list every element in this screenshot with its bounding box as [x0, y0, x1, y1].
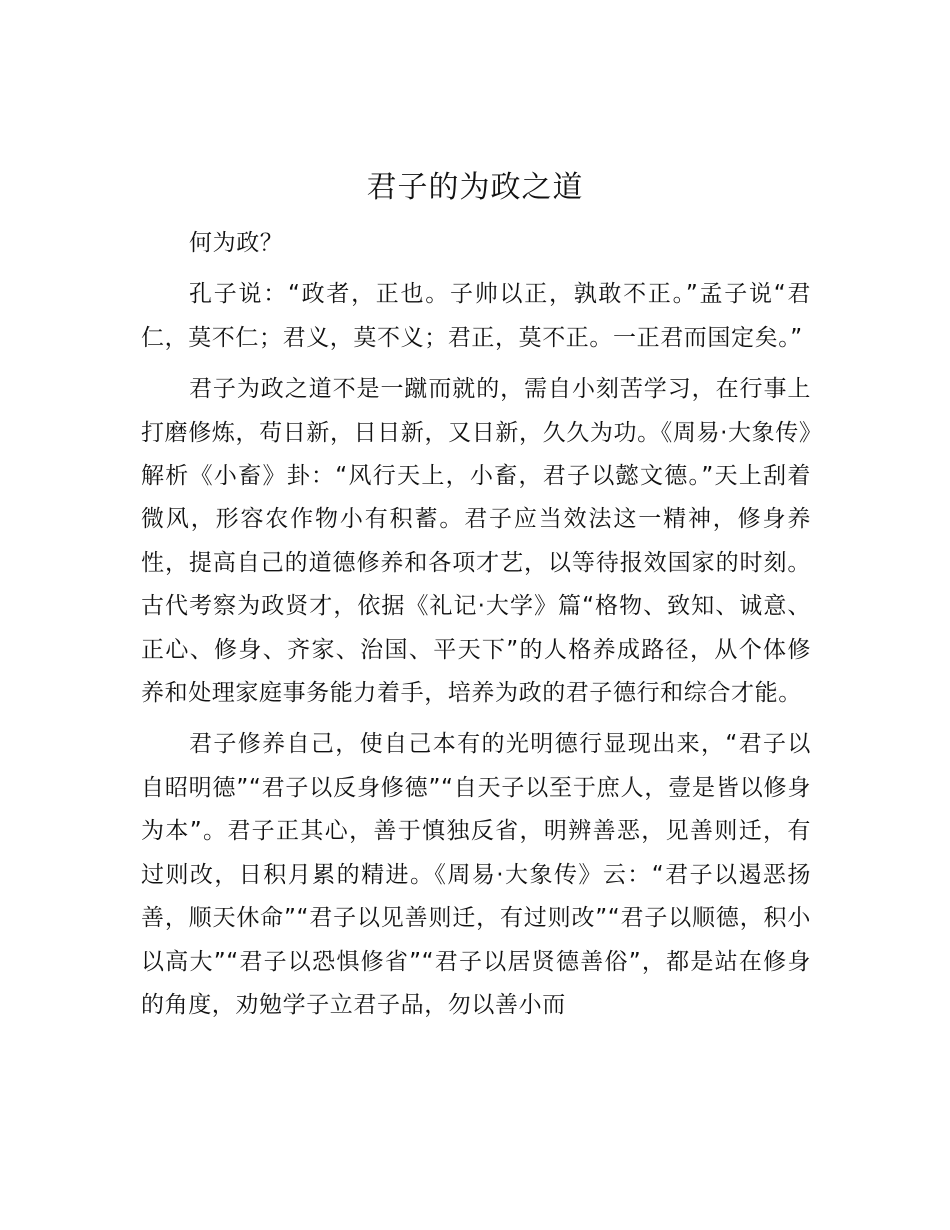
paragraph-question: 何为政？ — [189, 230, 284, 256]
paragraph-confucius-mencius: 孔子说：“政者，正也。子帅以正，孰敢不正。”孟子说“君仁，莫不仁；君义，莫不义；君正，莫不正。一正君而国定矣。” — [141, 281, 811, 351]
paragraph-cultivation: 君子为政之道不是一蹴而就的，需自小刻苦学习，在行事上打磨修炼，苟日新，日日新，又日新，久久为功。《周易·大象传》解析《小畜》卦：“风行天上，小畜，君子以懿文德。”天上刮着微风，形容农作物小有积蓄。君子应当效法这一精神，修身养性，提高自己的道德修养和各项才艺，以等待报效国家的时刻。古代考察为政贤才，依据《礼记·大学》篇“格物、致知、诚意、正心、修身、齐家、治国、平天下”的人格养成路径，从个体修养和处理家庭事务能力着手，培养为政的君子德行和综合才能。 — [141, 376, 811, 707]
paragraph-self-improvement: 君子修养自己，使自己本有的光明德行显现出来，“君子以自昭明德”“君子以反身修德”“自天子以至于庶人，壹是皆以修身为本”。君子正其心，善于慎独反省，明辨善恶，见善则迁，有过则改，日积月累的精进。《周易·大象传》云：“君子以遏恶扬善，顺天休命”“君子以见善则迁，有过则改”“君子以顺德，积小以高大”“君子以恐惧修省”“君子以居贤德善俗”，都是站在修身的角度，劝勉学子立君子品，勿以善小而 — [141, 731, 811, 1018]
document-title: 君子的为政之道 — [366, 170, 584, 205]
document-body — [141, 222, 811, 1035]
